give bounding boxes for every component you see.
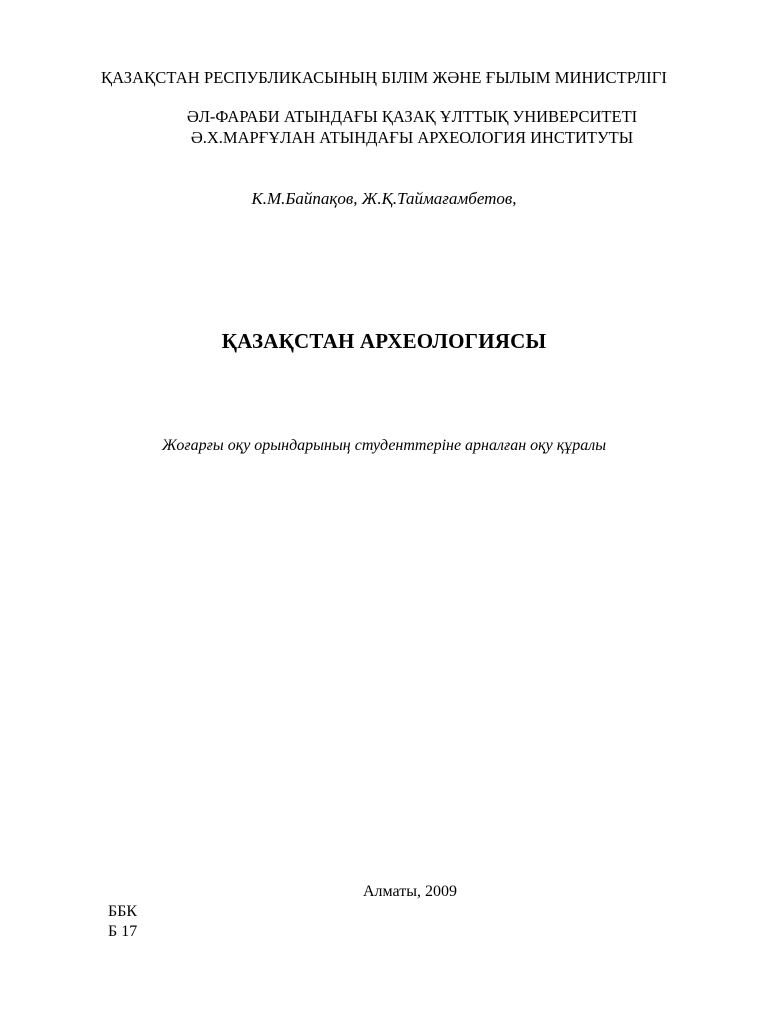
classification-code: Б 17 bbox=[108, 923, 138, 940]
ministry-heading: ҚАЗАҚСТАН РЕСПУБЛИКАСЫНЫҢ БІЛІМ ЖӘНЕ ҒЫЛЫМ МИНИСТРЛІГІ bbox=[101, 68, 667, 87]
book-title: ҚАЗАҚСТАН АРХЕОЛОГИЯСЫ bbox=[221, 329, 547, 353]
book-subtitle: Жоғарғы оқу орындарының студенттеріне арналған оқу құралы bbox=[161, 437, 607, 454]
institute-heading: Ә.Х.МАРҒҰЛАН АТЫНДАҒЫ АРХЕОЛОГИЯ ИНСТИТУТЫ bbox=[190, 128, 634, 147]
university-heading: ӘЛ-ФАРАБИ АТЫНДАҒЫ ҚАЗАҚ ҰЛТТЫҚ УНИВЕРСИТЕТІ bbox=[186, 107, 638, 126]
bbk-label: ББК bbox=[108, 903, 138, 920]
authors: К.М.Байпақов, Ж.Қ.Таймағамбетов, bbox=[251, 189, 517, 208]
publication-place-year: Алматы, 2009 bbox=[363, 883, 457, 900]
